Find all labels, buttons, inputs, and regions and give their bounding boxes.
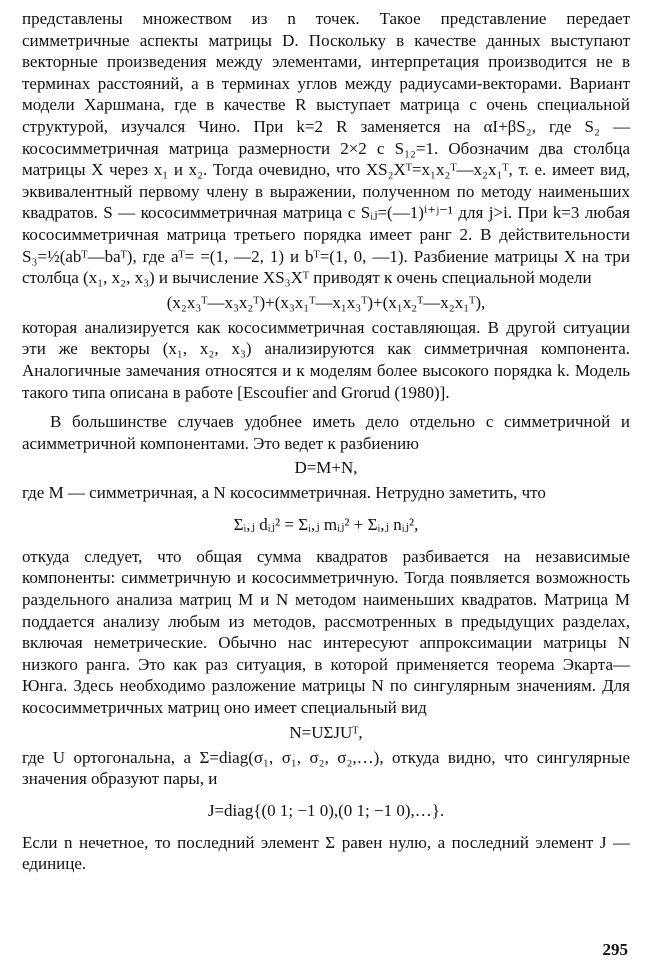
formula-j-matrix: J=diag{(0 1; −1 0),(0 1; −1 0),…}. (207, 800, 445, 820)
page-number: 295 (602, 940, 628, 959)
formula-svd: N=UΣJUᵀ, (289, 722, 363, 742)
body-text (22, 8, 630, 875)
formula-sum-squares: Σᵢ,ⱼ dᵢⱼ² = Σᵢ,ⱼ mᵢⱼ² + Σᵢ,ⱼ nᵢⱼ², (233, 514, 419, 534)
paragraph-4: где M — симметричная, а N кососимметричная. Нетрудно заметить, что (22, 483, 546, 503)
paragraph-5: откуда следует, что общая сумма квадратов разбивается на независимые компоненты: симметричную и кососимметричную. Тогда появляется возможность раздельного анализа матриц M и N методом наименьших квадратов. Матрица M поддается анализу любым из методов, рассмотренных в предыдущих разделах, включая неметрические. Обычно нас интересуют аппроксимации матрицы N низкого ранга. Это как раз ситуация, в которой применяется теорема Экарта—Юнга. Здесь необходимо разложение матрицы N по сингулярным значениям. Для кососимметричных матриц оно имеет специальный вид (22, 546, 630, 718)
paragraph-6: где U ортогональна, а Σ=diag(σ₁, σ₁, σ₂, σ₂,…), откуда видно, что сингулярные значения образуют пары, и (22, 747, 630, 789)
formula-partition: D=M+N, (294, 458, 358, 478)
paragraph-7: Если n нечетное, то последний элемент Σ равен нулю, а последний элемент J — единице. (22, 832, 630, 874)
paragraph-1: представлены множеством из n точек. Такое представление передает симметричные аспекты матрицы D. Поскольку в качестве данных выступают векторные произведения между элементами, интерпретация производится не в терминах расстояний, а в терминах углов между радиусами-векторами. Вариант модели Харшмана, где в качестве R выступает матрица с очень специальной структурой, изучался Чино. При k=2 R заменяется на αI+βS₂, где S₂ — кососимметричная матрица размерности 2×2 с S₁₂=1. Обозначим два столбца матрицы X через x₁ и x₂. Тогда очевидно, что XS₂Xᵀ=x₁x₂ᵀ—x₂x₁ᵀ, т. е. имеет вид, эквивалентный первому члену в выражении, полученном по методу наименьших квадратов. S — кососимметричная матрица с Sᵢⱼ=(—1)ⁱ⁺ʲ⁻¹ для j>i. При k=3 любая кососимметричная матрица третьего порядка имеет ранг 2. В действительности S₃=½(abᵀ—baᵀ), где aᵀ= =(1, —2, 1) и bᵀ=(1, 0, —1). Разбиение матрицы X на три столбца (x₁, x₂, x₃) и вычисление XS₃Xᵀ приводят к очень специальной модели (22, 9, 630, 288)
paragraph-3: В большинстве случаев удобнее иметь дело отдельно с симметричной и асимметричной компонентами. Это ведет к разбиению (22, 412, 630, 453)
paragraph-2: которая анализируется как кососимметричная составляющая. В другой ситуации эти же векторы (x₁, x₂, x₃) анализируются как симметричная компонента. Аналогичные замечания относятся и к моделям более высокого порядка k. Модель такого типа описана в работе [Escoufier and Grorud (1980)]. (22, 317, 630, 402)
formula-chino-model: (x₂x₃ᵀ—x₃x₂ᵀ)+(x₃x₁ᵀ—x₁x₃ᵀ)+(x₁x₂ᵀ—x₂x₁ᵀ), (166, 292, 486, 312)
